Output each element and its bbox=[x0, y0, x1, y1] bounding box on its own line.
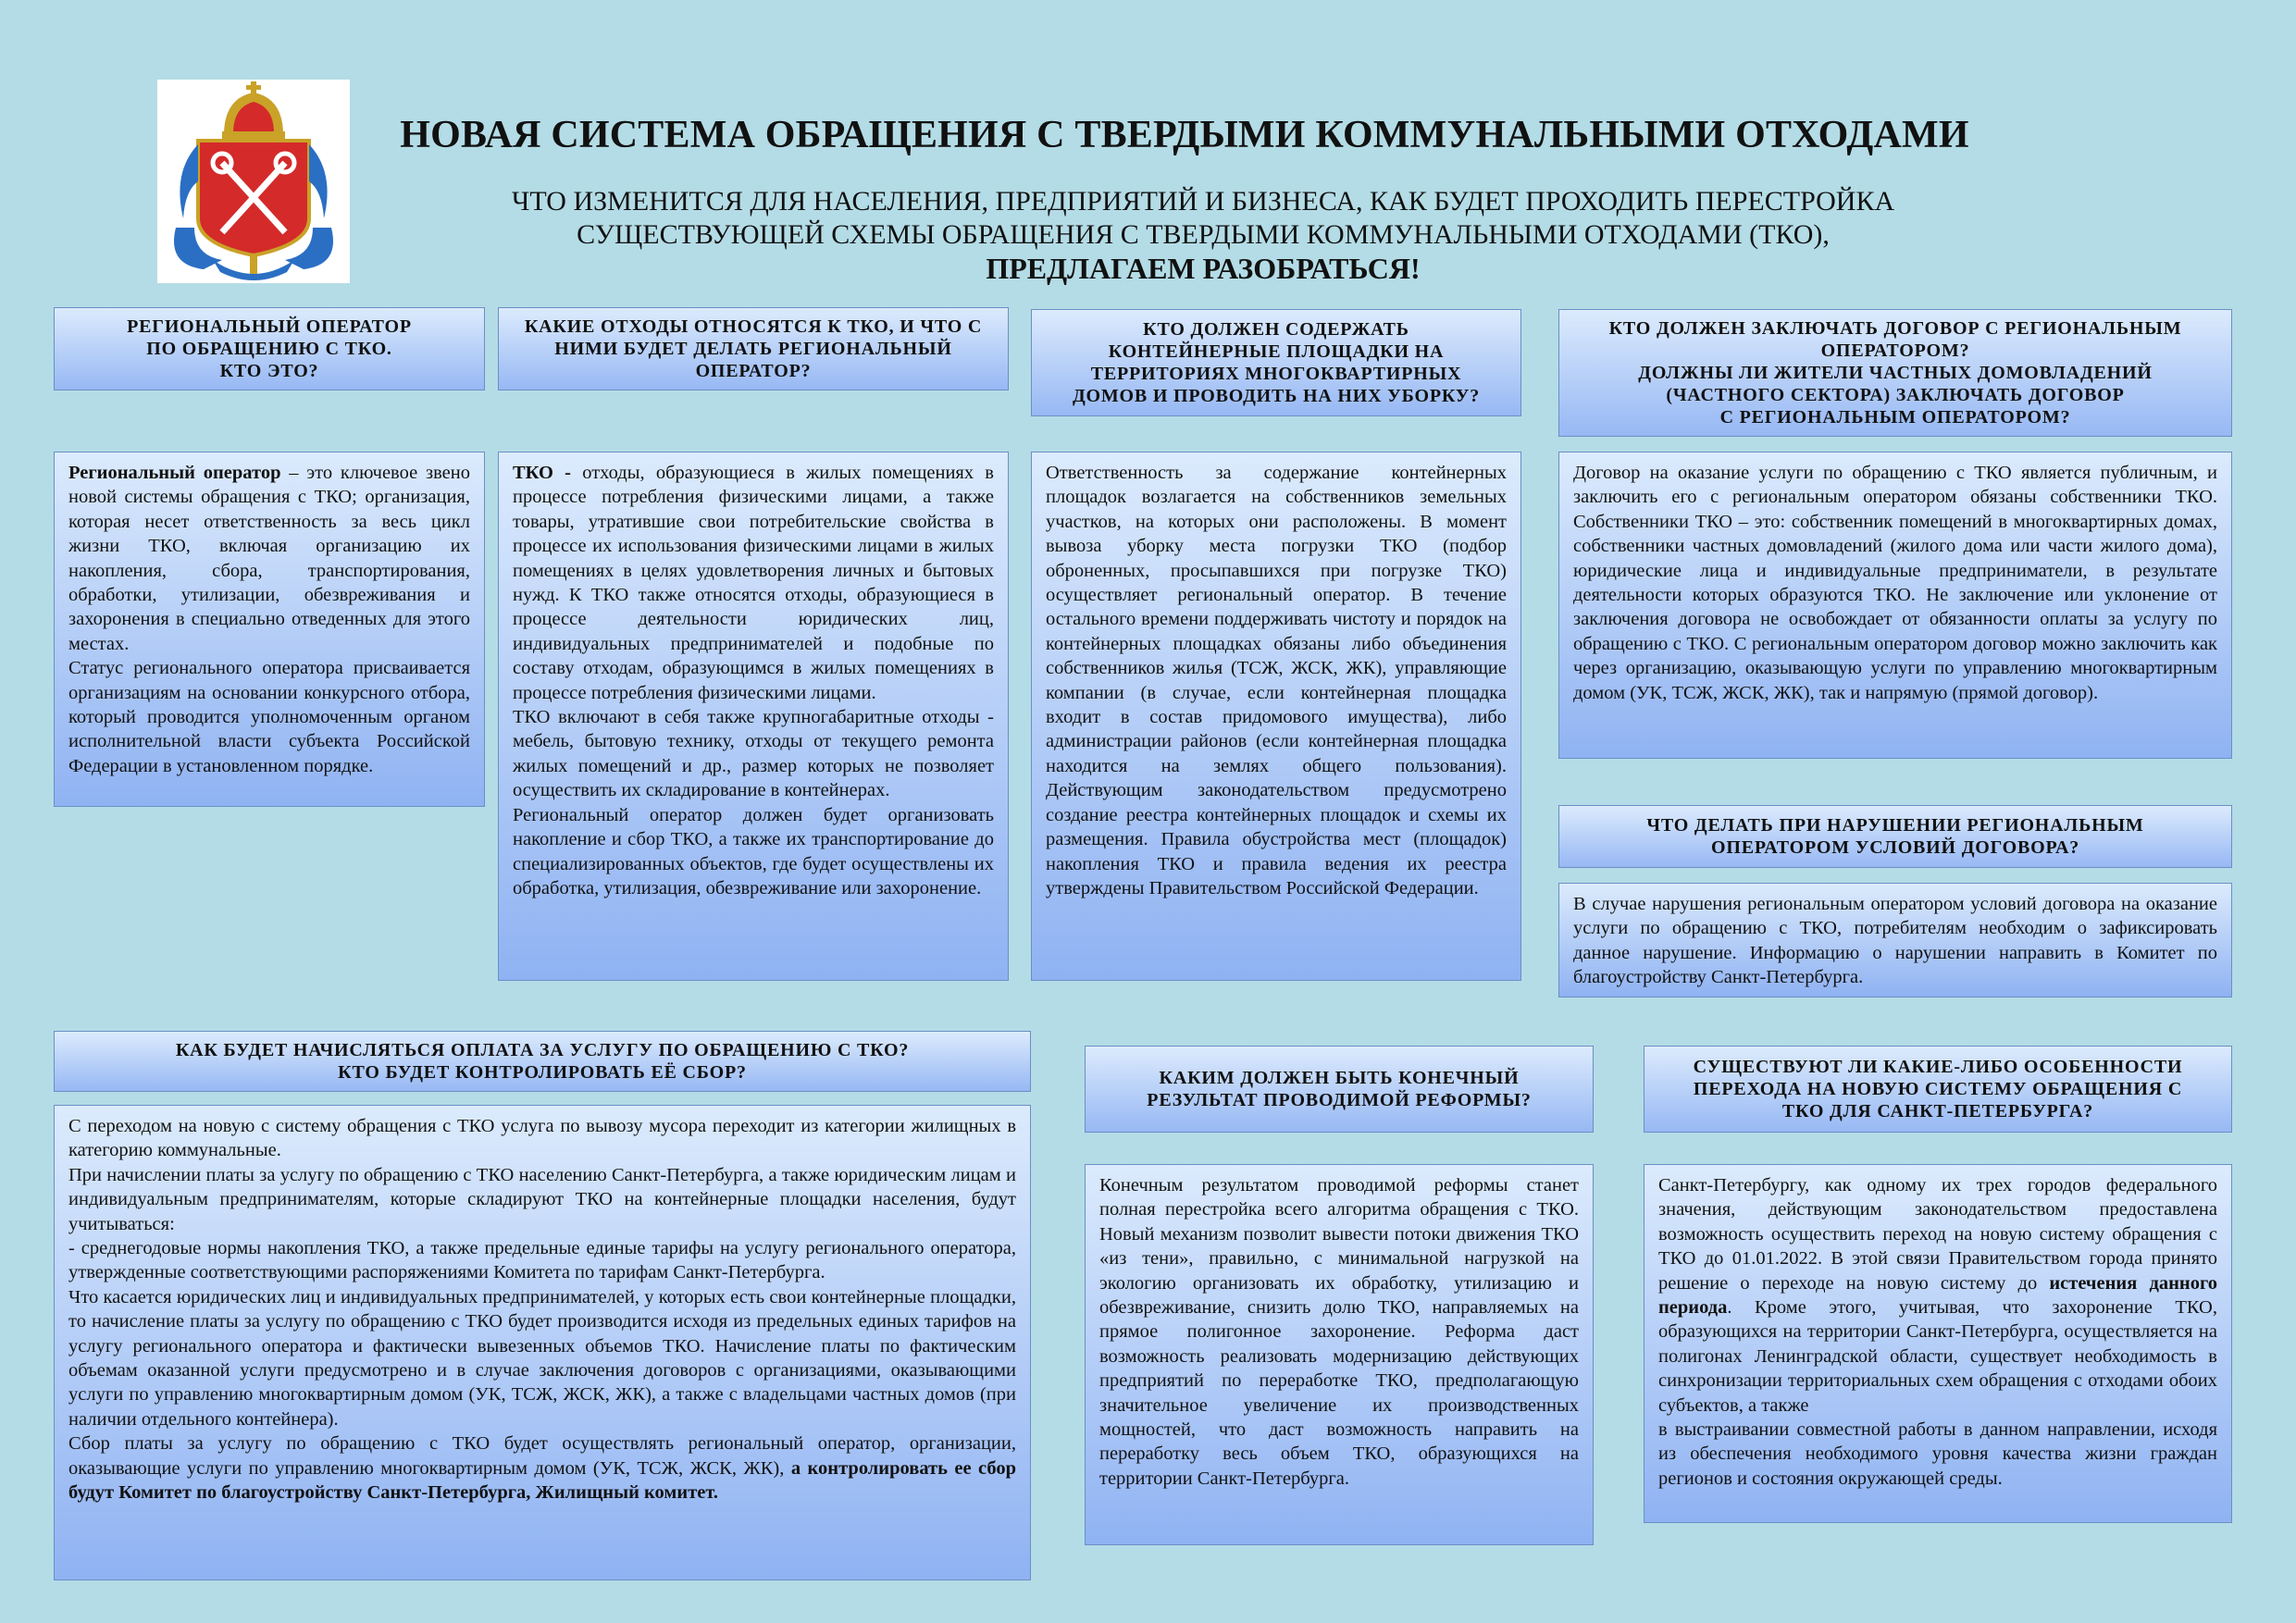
containers-text: Ответственность за содержание контейнерных площадок возлагается на собственников земельных участков, на которых они расположены. В момент вывоза уборку места погрузки ТКО (подбор оброненных, просыпавшихся при погрузке ТКО) осуществляет региональный оператор. В течение остального времени поддерживать чистоту и порядок на контейнерных площадках обязаны либо объединения собственников жилья (ТСЖ, ЖСК, ЖК), управляющие компании (в случае, если контейнерная площадка входит в состав придомового имущества), либо администрации районов (если контейнерная площадка находится на землях общего пользования). Действующим законодательством предусмотрено создание реестра контейнерных площадок и схемы их размещения. Правила обустройства мест (площадок) накопления ТКО и правила ведения их реестра утверждены Правительством Российской Федерации. bbox=[1031, 452, 1521, 981]
saint-petersburg-coat-of-arms-icon bbox=[157, 80, 350, 283]
coat-of-arms bbox=[157, 80, 350, 283]
subtitle-line-3: ПРЕДЛАГАЕМ РАЗОБРАТЬСЯ! bbox=[986, 252, 1421, 285]
violation-header: ЧТО ДЕЛАТЬ ПРИ НАРУШЕНИИ РЕГИОНАЛЬНЫМ ОПЕРАТОРОМ УСЛОВИЙ ДОГОВОРА? bbox=[1558, 805, 2232, 868]
waste-header: КАКИЕ ОТХОДЫ ОТНОСЯТСЯ К ТКО, И ЧТО С НИМИ БУДЕТ ДЕЛАТЬ РЕГИОНАЛЬНЫЙ ОПЕРАТОР? bbox=[498, 307, 1009, 390]
waste-text: ТКО - отходы, образующиеся в жилых помещениях в процессе потребления физическими лицами, а также товары, утратившие свои потребительские свойства в процессе их использования физическими лицами в жилых помещениях в целях удовлетворения личных и бытовых нужд. К ТКО также относятся отходы, образующиеся в процессе деятельности юридических лиц, индивидуальных предпринимателей и подобные по составу отходам, образующимся в жилых помещениях в процессе потребления физическими лицами. ТКО включают в себя также крупногабаритные отходы - мебель, бытовую технику, отходы от текущего ремонта жилых помещений и др., размер которых не позволяет осуществить их складирование в контейнерах. Региональный оператор должен будет организовать накопление и сбор ТКО, а также их транспортирование до специализированных объектов, где будет осуществлены их обработка, утилизация, обезвреживание или захоронение. bbox=[498, 452, 1009, 981]
spb-text: Санкт-Петербургу, как одному их трех городов федерального значения, действующим законодательством предоставлена возможность осуществить переход на новую систему обращения с ТКО до 01.01.2022. В этой связи Правительством города принято решение о переходе на новую систему до истечения данного периода. Кроме этого, учитывая, что захоронение ТКО, образующихся на территории Санкт-Петербурга, осуществляется на полигонах Ленинградской области, существует необходимость в синхронизации территориальных схем обращения с отходами обоих субъектов, а также в выстраивании совместной работы в данном направлении, исходя из обеспечения необходимого уровня качества жизни граждан регионов и состояния окружающей среды. bbox=[1644, 1164, 2232, 1523]
page-title: НОВАЯ СИСТЕМА ОБРАЩЕНИЯ С ТВЕРДЫМИ КОММУНАЛЬНЫМИ ОТХОДАМИ bbox=[400, 114, 1969, 156]
containers-header: КТО ДОЛЖЕН СОДЕРЖАТЬ КОНТЕЙНЕРНЫЕ ПЛОЩАДКИ НА ТЕРРИТОРИЯХ МНОГОКВАРТИРНЫХ ДОМОВ И ПРОВОДИТЬ НА НИХ УБОРКУ? bbox=[1031, 309, 1521, 416]
operator-text: Региональный оператор – это ключевое звено новой системы обращения с ТКО; организация, которая несет ответственность за весь цикл жизни ТКО, включая организацию их накопления, сбора, транспортирования, обработки, утилизации, обезвреживания и захоронения в специально отведенных для этого местах. Статус регионального оператора присваивается организациям на основании конкурсного отбора, который проводится уполномоченным органом исполнительной власти субъекта Российской Федерации в установленном порядке. bbox=[54, 452, 485, 807]
contract-text: Договор на оказание услуги по обращению с ТКО является публичным, и заключить его с региональным оператором обязаны собственники ТКО. Собственники ТКО – это: собственник помещений в многоквартирных домах, собственники частных домовладений (жилого дома или части жилого дома), юридические лица и индивидуальные предприниматели, в результате деятельности которых образуются ТКО. Не заключение или уклонение от заключения договора не освобождает от обязанности оплаты за услугу по обращению с ТКО. С региональным оператором договор можно заключить как через организацию, оказывающую услуги по управлению многоквартирным домом (УК, ТСЖ, ЖСК, ЖК), так и напрямую (прямой договор). bbox=[1558, 452, 2232, 759]
payment-header: КАК БУДЕТ НАЧИСЛЯТЬСЯ ОПЛАТА ЗА УСЛУГУ ПО ОБРАЩЕНИЮ С ТКО? КТО БУДЕТ КОНТРОЛИРОВАТЬ ЕЁ СБОР? bbox=[54, 1031, 1031, 1092]
page-subtitle bbox=[416, 185, 1990, 287]
payment-text: С переходом на новую с систему обращения с ТКО услуга по вывозу мусора переходит из категории жилищных в категорию коммунальные. При начислении платы за услугу по обращению с ТКО населению Санкт-Петербурга, а также юридическим лицам и индивидуальным предпринимателям, которые складируют ТКО на контейнерные площадки населения, будут учитываться: - среднегодовые нормы накопления ТКО, а также предельные единые тарифы на услугу регионального оператора, утвержденные соответствующими распоряжениями Комитета по тарифам Санкт-Петербурга. Что касается юридических лиц и индивидуальных предпринимателей, у которых есть свои контейнерные площадки, то начисление платы за услугу по обращению с ТКО будет производится исходя из предельных единых тарифов на услугу регионального оператора и фактически вывезенных объемов ТКО. Начисление платы по фактическим объемам оказанной услуги предусмотрено и в случае заключения договоров с организациями, оказывающими услуги по управлению многоквартирным домом (УК, ТСЖ, ЖСК, ЖК), а также с владельцами частных домов (при наличии отдельного контейнера). Сбор платы за услугу по обращению с ТКО будет осуществлять региональный оператор, организации, оказывающие услуги по управлению многоквартирным домом (УК, ТСЖ, ЖСК, ЖК), а контролировать ее сбор будут Комитет по благоустройству Санкт-Петербурга, Жилищный комитет. bbox=[54, 1105, 1031, 1580]
result-text: Конечным результатом проводимой реформы станет полная перестройка всего алгоритма обращения с ТКО. Новый механизм позволит вывести потоки движения ТКО «из тени», правильно, с минимальной нагрузкой на экологию организовать их обработку, утилизацию и обезвреживание, снизить долю ТКО, направляемых на прямое полигонное захоронение. Реформа даст возможность реализовать модернизацию действующих предприятий по переработке ТКО, предполагающую значительное увеличение их производственных мощностей, что даст возможность направить на переработку весь объем ТКО, образующихся на территории Санкт-Петербурга. bbox=[1085, 1164, 1594, 1545]
violation-text: В случае нарушения региональным оператором условий договора на оказание услуги по обращению с ТКО, потребителям необходим о зафиксировать данное нарушение. Информацию о нарушении направить в Комитет по благоустройству Санкт-Петербурга. bbox=[1558, 883, 2232, 997]
operator-header: РЕГИОНАЛЬНЫЙ ОПЕРАТОР ПО ОБРАЩЕНИЮ С ТКО. КТО ЭТО? bbox=[54, 307, 485, 390]
contract-header: КТО ДОЛЖЕН ЗАКЛЮЧАТЬ ДОГОВОР С РЕГИОНАЛЬНЫМ ОПЕРАТОРОМ? ДОЛЖНЫ ЛИ ЖИТЕЛИ ЧАСТНЫХ ДОМОВЛАДЕНИЙ (ЧАСТНОГО СЕКТОРА) ЗАКЛЮЧАТЬ ДОГОВОР С РЕГИОНАЛЬНЫМ ОПЕРАТОРОМ? bbox=[1558, 309, 2232, 437]
result-header: КАКИМ ДОЛЖЕН БЫТЬ КОНЕЧНЫЙ РЕЗУЛЬТАТ ПРОВОДИМОЙ РЕФОРМЫ? bbox=[1085, 1046, 1594, 1133]
subtitle-line-1: ЧТО ИЗМЕНИТСЯ ДЛЯ НАСЕЛЕНИЯ, ПРЕДПРИЯТИЙ И БИЗНЕСА, КАК БУДЕТ ПРОХОДИТЬ ПЕРЕСТРОЙКА bbox=[511, 186, 1895, 217]
spb-header: СУЩЕСТВУЮТ ЛИ КАКИЕ-ЛИБО ОСОБЕННОСТИ ПЕРЕХОДА НА НОВУЮ СИСТЕМУ ОБРАЩЕНИЯ С ТКО ДЛЯ САНКТ-ПЕТЕРБУРГА? bbox=[1644, 1046, 2232, 1133]
subtitle-line-2: СУЩЕСТВУЮЩЕЙ СХЕМЫ ОБРАЩЕНИЯ С ТВЕРДЫМИ КОММУНАЛЬНЫМИ ОТХОДАМИ (ТКО), bbox=[577, 219, 1830, 250]
